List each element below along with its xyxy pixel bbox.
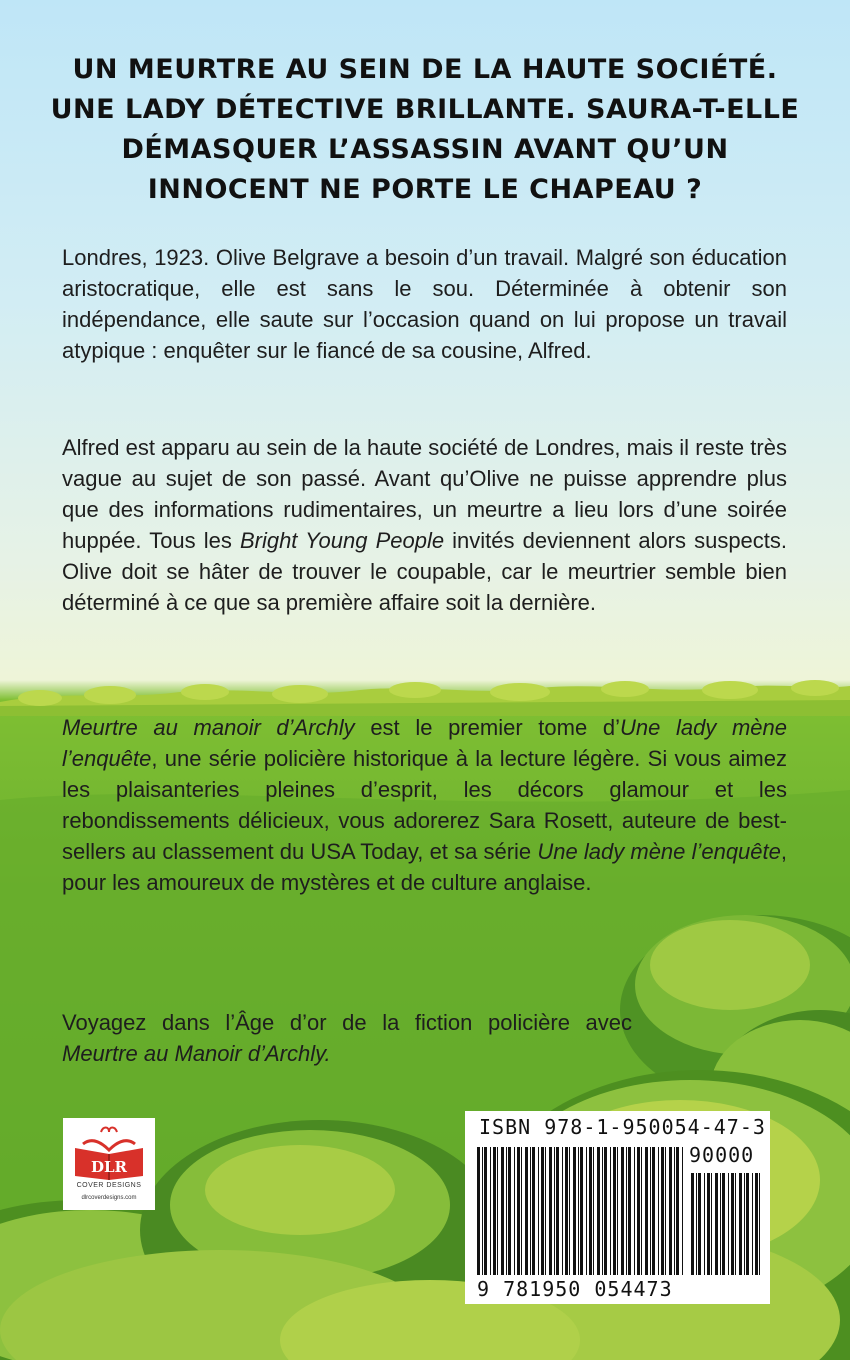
barcode-bar <box>569 1147 570 1275</box>
barcode-bar <box>617 1147 618 1275</box>
barcode-bar <box>490 1147 491 1275</box>
isbn-text: ISBN 978-1-950054-47-3 <box>479 1115 766 1139</box>
barcode-bar <box>597 1147 600 1275</box>
barcode-bar <box>514 1147 515 1275</box>
barcode-bar <box>744 1173 745 1275</box>
barcode-bar <box>578 1147 579 1275</box>
barcode-bar <box>530 1147 531 1275</box>
closing-title-italic: Meurtre au Manoir d’Archly. <box>62 1041 331 1066</box>
barcode-bar <box>669 1147 672 1275</box>
barcode-bar <box>658 1147 659 1275</box>
series-paragraph-text-c: , pour les amoureux de mystères et de culture anglaise. <box>62 839 787 895</box>
logo-url-text: dlrcoverdesigns.com <box>81 1195 137 1201</box>
barcode-bar <box>720 1173 721 1275</box>
barcode-bar <box>501 1147 504 1275</box>
barcode-bar <box>484 1147 487 1275</box>
synopsis-paragraph-2-italic: Bright Young People <box>239 528 445 553</box>
barcode-bar <box>722 1173 725 1275</box>
barcode-bar <box>610 1147 611 1275</box>
barcode-bar <box>628 1147 631 1275</box>
barcode-bar <box>739 1173 742 1275</box>
barcode-bar <box>674 1147 675 1275</box>
logo-mark-text: DLR <box>90 1158 128 1176</box>
barcode-bar <box>731 1173 734 1275</box>
barcode-bar <box>545 1147 546 1275</box>
logo-brand-text: COVER DESIGNS <box>76 1182 142 1189</box>
barcode-bar <box>517 1147 520 1275</box>
barcode-bar <box>704 1173 705 1275</box>
barcode-bar <box>746 1173 749 1275</box>
barcode-bar <box>549 1147 552 1275</box>
barcode-bar <box>711 1173 712 1275</box>
barcode-bar <box>621 1147 624 1275</box>
barcode-bar <box>707 1173 710 1275</box>
barcode-bar <box>538 1147 539 1275</box>
barcode-bar <box>525 1147 528 1275</box>
barcode-bar <box>752 1173 753 1275</box>
barcode-bar <box>691 1173 694 1275</box>
synopsis-paragraph-1: Londres, 1923. Olive Belgrave a besoin d’un travail. Malgré son éducation aristocratique, elle est sans le sou. Déterminée à obtenir son indépendance, elle saute sur l’occasion quand on lui propose un travail atypique : enquêter sur le fiancé de sa cousine, Alfred. <box>62 245 787 363</box>
barcode-bar <box>637 1147 640 1275</box>
barcode-bar <box>562 1147 563 1275</box>
barcode-bar <box>759 1173 760 1275</box>
barcode-bar <box>589 1147 592 1275</box>
barcode-bar <box>604 1147 607 1275</box>
barcode-bar <box>665 1147 666 1275</box>
barcode-bar <box>613 1147 616 1275</box>
series-paragraph-text-a: est le premier tome d’ <box>354 715 620 740</box>
barcode-bar <box>482 1147 483 1275</box>
barcode-bar <box>696 1173 697 1275</box>
synopsis-paragraph-2-text-b: invités deviennent alors suspects. Olive doit se hâter de trouver le coupable, car le meurtrier semble bien déterminé à ce que sa première affaire soit la dernière. <box>62 528 788 615</box>
isbn-barcode-block <box>465 1111 770 1304</box>
barcode-bar <box>565 1147 568 1275</box>
barcode-bar <box>682 1147 683 1275</box>
barcode-bars <box>465 1111 770 1304</box>
barcode-bar <box>676 1147 679 1275</box>
book-title-italic: Meurtre au manoir d’Archly <box>62 715 355 740</box>
barcode-bar <box>735 1173 736 1275</box>
dlr-book-icon <box>63 1118 155 1182</box>
barcode-bar <box>497 1147 498 1275</box>
barcode-bar <box>755 1173 758 1275</box>
barcode-bar <box>593 1147 594 1275</box>
publisher-logo <box>63 1118 155 1210</box>
ean-digits-text: 9 781950 054473 <box>477 1277 673 1301</box>
barcode-bar <box>521 1147 522 1275</box>
barcode-bar <box>554 1147 555 1275</box>
barcode-bar <box>586 1147 587 1275</box>
barcode-bar <box>634 1147 635 1275</box>
barcode-bar <box>532 1147 535 1275</box>
barcode-bar <box>698 1173 701 1275</box>
barcode-bar <box>541 1147 544 1275</box>
synopsis-paragraph-2 <box>62 432 787 618</box>
series-paragraph <box>62 712 787 898</box>
barcode-bar <box>652 1147 655 1275</box>
tagline-heading: UN MEURTRE AU SEIN DE LA HAUTE SOCIÉTÉ. UNE LADY DÉTECTIVE BRILLANTE. SAURA-T-ELLE DÉMASQUER L’ASSASSIN AVANT QU’UN INNOCENT NE PORTE LE CHAPEAU ? <box>50 54 800 205</box>
barcode-bar <box>573 1147 576 1275</box>
barcode-bar <box>506 1147 507 1275</box>
price-code-text: 90000 <box>689 1143 755 1167</box>
barcode-bar <box>728 1173 729 1275</box>
barcode-bar <box>602 1147 603 1275</box>
barcode-bar <box>508 1147 511 1275</box>
barcode-bar <box>661 1147 664 1275</box>
barcode-bar <box>715 1173 718 1275</box>
synopsis-paragraph-2-text-a: Alfred est apparu au sein de la haute société de Londres, mais il reste très vague au sujet de son passé. Avant qu’Olive ne puisse apprendre plus que des informations rudimentaires, un meurtre a lieu lors d’une soirée huppée. Tous les <box>62 435 787 553</box>
barcode-bar <box>493 1147 496 1275</box>
barcode-bar <box>641 1147 642 1275</box>
barcode-bar <box>650 1147 651 1275</box>
barcode-bar <box>645 1147 648 1275</box>
closing-paragraph-text: Voyagez dans l’Âge d’or de la fiction policière avec <box>62 1010 632 1035</box>
series-paragraph-text-b: , une série policière historique à la lecture légère. Si vous aimez les plaisanteries pleines d’esprit, les décors glamour et les rebondissements délicieux, vous adorerez Sara Rosett, auteure de best-sellers au classement du USA Today, et sa série <box>62 746 787 864</box>
barcode-bar <box>556 1147 559 1275</box>
barcode-bar <box>477 1147 480 1275</box>
series-title-italic: Une lady mène l’enquête <box>62 715 787 771</box>
barcode-bar <box>580 1147 583 1275</box>
barcode-bar <box>626 1147 627 1275</box>
series-title-italic-2: Une lady mène l’enquête <box>537 839 781 864</box>
closing-paragraph <box>62 1007 632 1069</box>
